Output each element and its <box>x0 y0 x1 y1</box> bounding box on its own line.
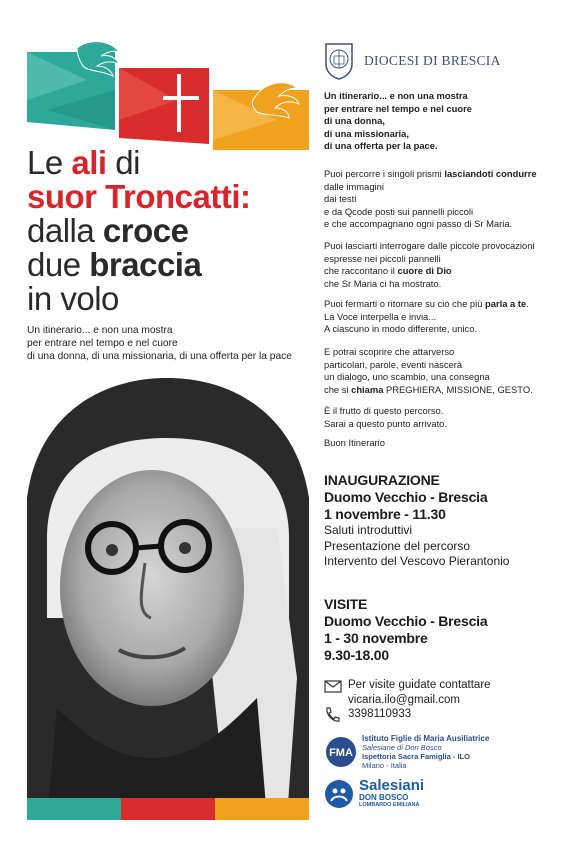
logos-block <box>324 734 574 809</box>
contact-phone[interactable]: 3398110933 <box>348 708 412 720</box>
fma-line: Milano - Italia <box>362 761 407 770</box>
fma-emblem-icon <box>324 735 358 769</box>
visits-block <box>324 596 574 664</box>
diocesi-name: DIOCESI DI BRESCIA <box>364 53 501 68</box>
program-item: Intervento del Vescovo Pierantonio <box>324 554 510 568</box>
paragraph-6 <box>324 437 574 450</box>
phone-icon <box>324 707 348 728</box>
visits-dates: 1 - 30 novembre <box>324 630 428 646</box>
inauguration-date: 1 novembre - 11.30 <box>324 506 446 522</box>
fma-line: Salesiane di Don Bosco <box>362 743 442 752</box>
title-in-volo: in volo <box>27 280 119 317</box>
subtitle-line: Un itinerario... e non una mostra <box>27 325 173 336</box>
text: Sarai a questo punto arrivato. <box>324 417 447 429</box>
visits-hours: 9.30-18.00 <box>324 647 389 663</box>
subtitle-line: per entrare nel tempo e nel cuore <box>27 338 178 349</box>
svg-text:FMA: FMA <box>329 747 353 759</box>
title-suor-troncatti: suor Troncatti: <box>27 178 251 215</box>
salesiani-region: LOMBARDO EMILIANA <box>359 802 420 808</box>
salesiani-logo <box>324 778 574 809</box>
text-bold: lasciandoti condurre <box>444 168 537 179</box>
paragraph-1 <box>324 168 574 231</box>
text: dai testi <box>324 193 357 204</box>
inauguration-block <box>324 472 574 570</box>
paragraph-5 <box>324 405 574 430</box>
text: La Voce interpella e invia... <box>324 310 437 322</box>
poster-right-column <box>318 0 580 850</box>
text: che Sr Maria ci ha mostrato. <box>324 277 442 289</box>
paragraph-2 <box>324 240 574 290</box>
fma-line: Ispettoria Sacra Famiglia - ILO <box>362 752 470 761</box>
text: dalle immagini <box>324 180 384 192</box>
salesiani-sub: DON BOSCO <box>359 793 409 802</box>
contact-block <box>324 678 574 728</box>
poster-title <box>27 146 312 316</box>
paragraph-3 <box>324 298 574 336</box>
text: espresse nei piccoli pannelli <box>324 252 441 264</box>
salesiani-name: Salesiani <box>359 777 425 794</box>
inauguration-heading: INAUGURAZIONE <box>324 472 440 488</box>
text: particolari, parole, eventi nascerà <box>324 358 463 370</box>
text: E potrai scoprire che attarverso <box>324 346 455 357</box>
intro-line: per entrare nel tempo e nel cuore <box>324 102 472 114</box>
title-word: Le <box>27 144 72 181</box>
text-bold: cuore di Dio <box>397 265 452 276</box>
visits-heading: VISITE <box>324 596 368 612</box>
contact-email-link[interactable]: vicaria.ilo@gmail.com <box>348 693 461 706</box>
prism-artwork <box>27 40 312 152</box>
salesiani-emblem-icon <box>324 779 354 809</box>
text: È il frutto di questo percorso. <box>324 405 444 416</box>
intro-line: di una missionaria, <box>324 127 409 139</box>
text: Puoi percorre i singoli prismi <box>324 168 445 179</box>
intro-text <box>324 90 574 153</box>
text: Buon Itinerario <box>324 437 385 448</box>
program-item: Saluti introduttivi <box>324 523 413 537</box>
text-bold: chiama <box>351 383 384 395</box>
text-bold: parla a te <box>485 298 527 309</box>
text: che si <box>324 383 352 395</box>
text: e da Qcode posti sui pannelli piccoli <box>324 205 474 217</box>
diocesi-header <box>322 42 501 80</box>
program-item: Presentazione del percorso <box>324 538 471 553</box>
fma-logo <box>324 734 574 770</box>
text: A ciascuno in modo differente, unico. <box>324 323 478 334</box>
poster-subtitle <box>27 324 312 363</box>
bar-red <box>121 798 215 820</box>
title-word-croce: croce <box>102 212 189 249</box>
text: un dialogo, uno scambio, una consegna <box>324 371 490 382</box>
inauguration-place: Duomo Vecchio - Brescia <box>324 489 488 505</box>
title-word: di <box>106 144 140 181</box>
contact-label: Per visite guidate contattare <box>348 679 491 691</box>
intro-line: Un itinerario... e non una mostra <box>324 90 468 101</box>
paragraph-4 <box>324 346 574 396</box>
visits-place: Duomo Vecchio - Brescia <box>324 613 488 629</box>
color-bars <box>27 798 309 820</box>
diocesi-seal-icon <box>322 42 356 80</box>
title-word-ali: ali <box>71 144 107 181</box>
title-word-braccia: braccia <box>89 246 202 283</box>
bar-teal <box>27 798 121 820</box>
email-icon <box>324 678 348 699</box>
text: Puoi lasciarti interrogare dalle piccole provocazioni <box>324 240 535 251</box>
text: Puoi fermarti o ritornare su ciò che più <box>324 298 486 309</box>
subtitle-line: di una donna, di una missionaria, di una offerta per la pace <box>27 351 292 362</box>
intro-line: di una offerta per la pace. <box>324 140 438 151</box>
title-word: dalla <box>27 212 103 249</box>
fma-line: Istituto Figlie di Maria Ausiliatrice <box>362 734 490 743</box>
title-word: due <box>27 246 90 283</box>
intro-line: di una donna, <box>324 115 385 126</box>
text: PREGHIERA, MISSIONE, GESTO. <box>383 383 533 395</box>
text: e che accompagnano ogni passo di Sr Maria. <box>324 218 513 229</box>
text: che raccontano il <box>324 265 398 276</box>
text: . <box>526 298 529 309</box>
bar-orange <box>215 798 309 820</box>
portrait-photo <box>27 378 309 818</box>
